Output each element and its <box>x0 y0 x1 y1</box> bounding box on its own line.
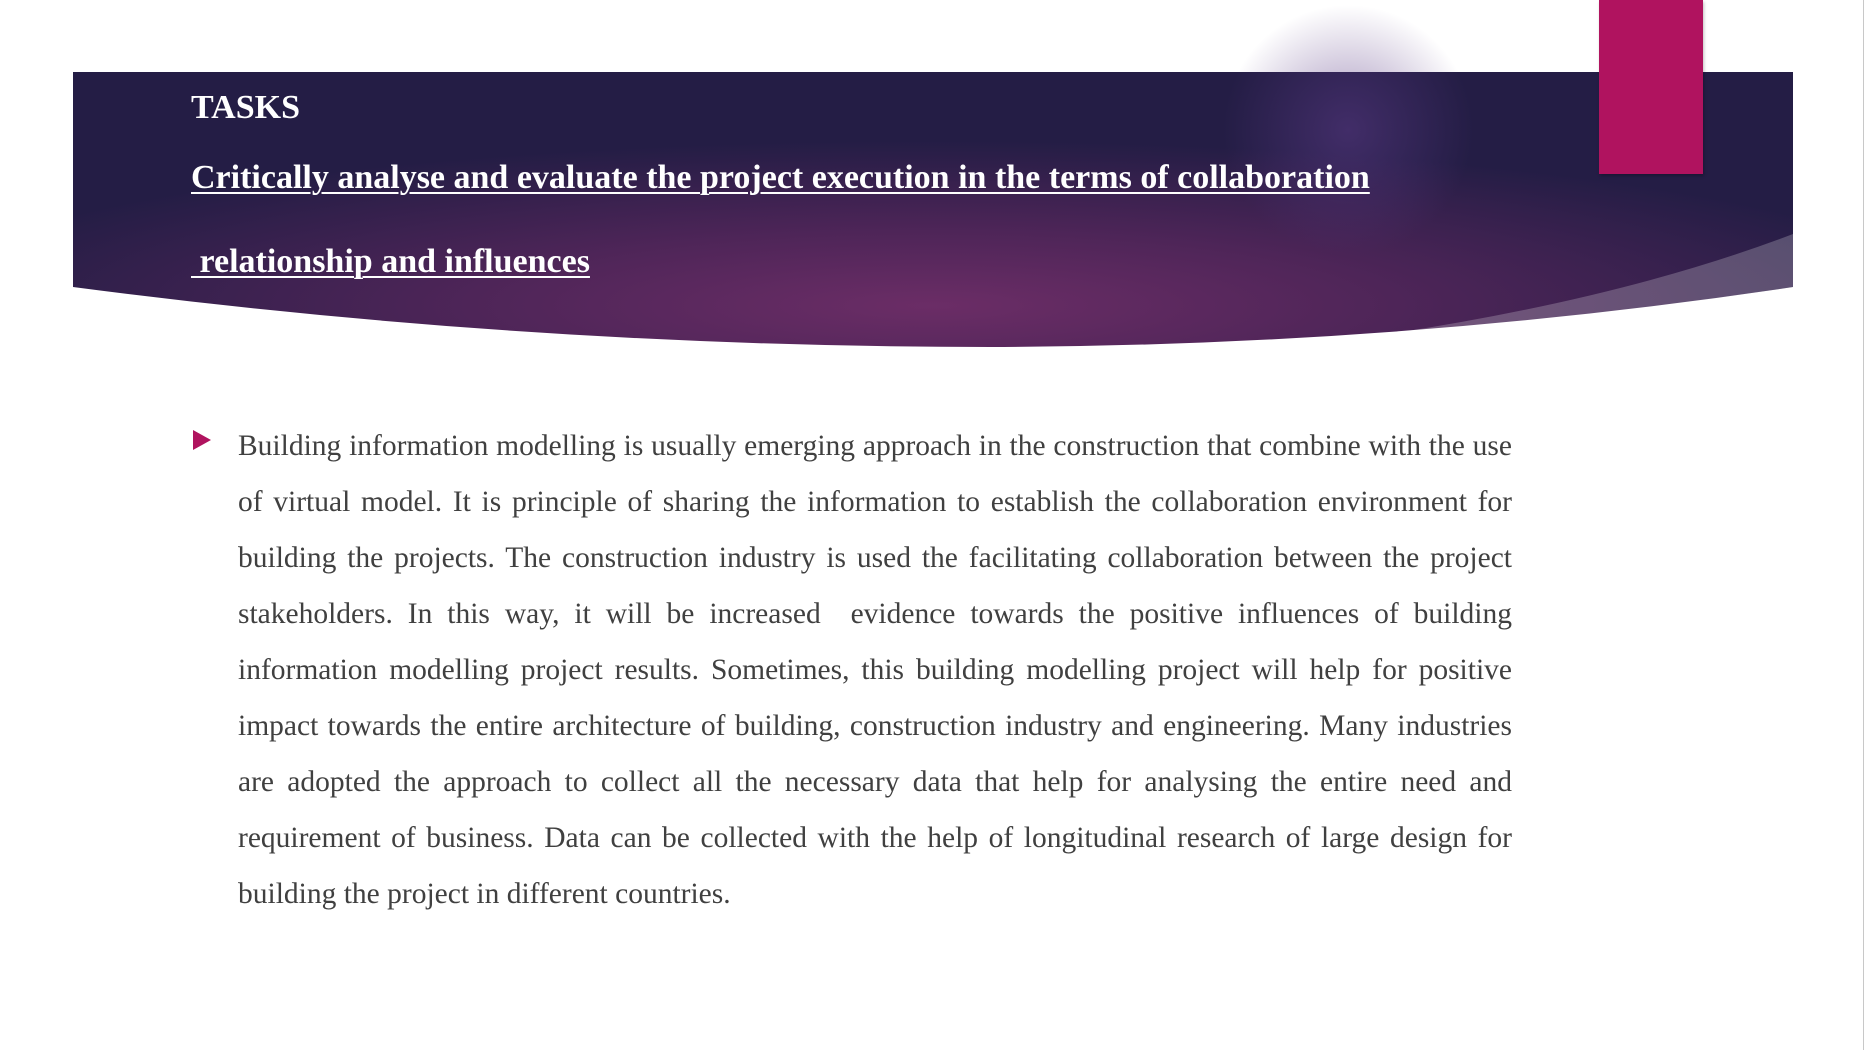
title-block <box>191 84 1591 282</box>
accent-tab <box>1599 0 1703 174</box>
triangle-right-icon <box>193 430 211 450</box>
slide-title-line-2: relationship and influences <box>191 243 590 280</box>
slide-edge <box>1863 0 1864 1050</box>
slide-heading: TASKS <box>191 89 300 126</box>
bullet-paragraph: Building information modelling is usually emerging approach in the construction that combine with the use of virtual model. It is principle of sharing the information to establish the collaboration environment for building the projects. The construction industry is used the facilitating collaboration between the project stakeholders. In this way, it will be increased evidence towards the positive influences of building information modelling project results. Sometimes, this building modelling project will help for positive impact towards the entire architecture of building, construction industry and engineering. Many industries are adopted the approach to collect all the necessary data that help for analysing the entire need and requirement of business. Data can be collected with the help of longitudinal research of large design for building the project in different countries. <box>238 430 1520 910</box>
slide-title-line-1: Critically analyse and evaluate the project execution in the terms of collaboration <box>191 159 1370 196</box>
